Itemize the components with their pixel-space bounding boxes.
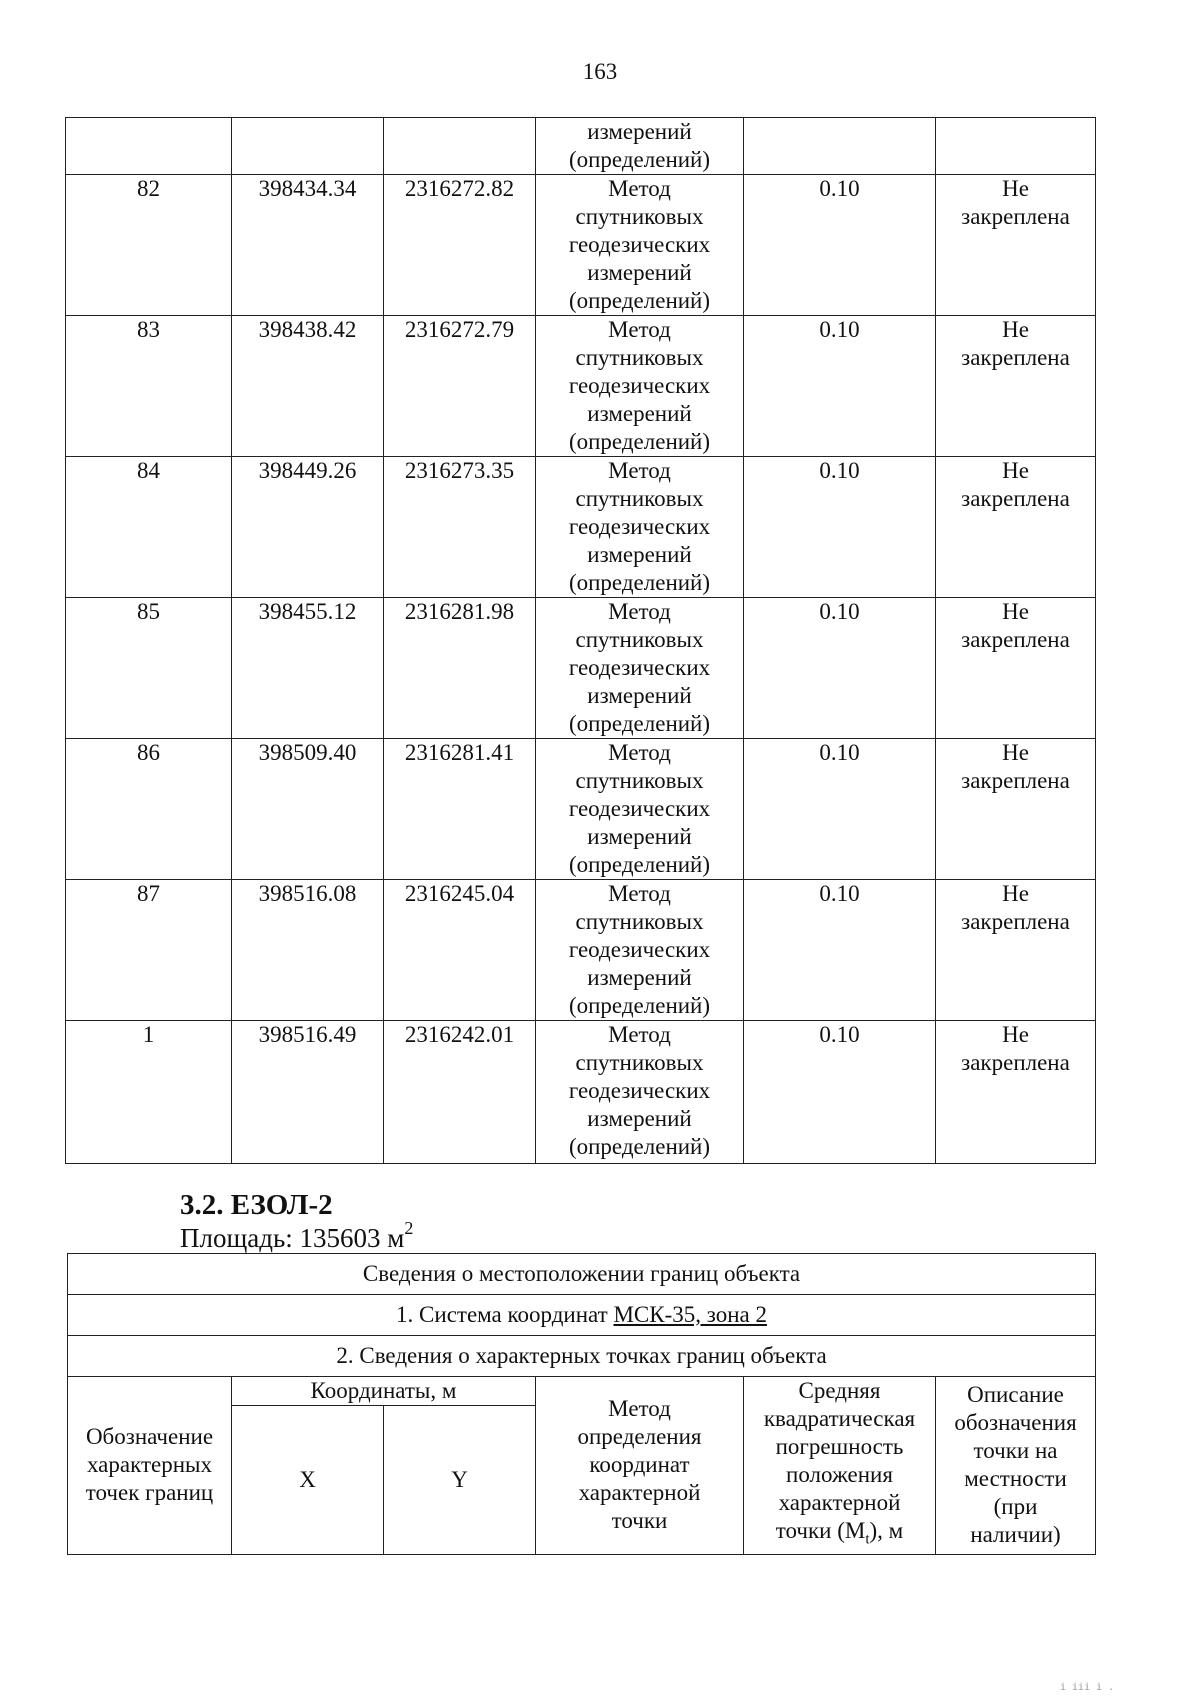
point-description: [936, 598, 1096, 739]
accuracy-value: 0.10: [744, 1021, 936, 1164]
coord-x: 398455.12: [232, 598, 384, 739]
method-line: спутниковых: [575, 1050, 704, 1075]
method-line: (определений): [568, 711, 711, 736]
point-description: [936, 739, 1096, 880]
scan-marks: i iii i .: [1060, 1682, 1115, 1693]
point-id: 85: [66, 598, 232, 739]
method-line: спутниковых: [575, 345, 704, 370]
description-line: закреплена: [961, 345, 1070, 370]
accuracy-value: 0.10: [744, 880, 936, 1021]
description-line: Не: [1002, 458, 1029, 483]
coord-x: 398509.40: [232, 739, 384, 880]
description-line: Не: [1002, 1022, 1029, 1047]
col-x: X: [232, 1405, 384, 1554]
point-id: 83: [66, 316, 232, 457]
accuracy-value: 0.10: [744, 598, 936, 739]
point-id: 86: [66, 739, 232, 880]
method-line: измерений: [587, 542, 692, 567]
point-id: 84: [66, 457, 232, 598]
boundary-header-table: [67, 1253, 1096, 1555]
table-title: Сведения о местоположении границ объекта: [68, 1254, 1096, 1295]
coord-y: 2316281.41: [384, 739, 536, 880]
points-caption-row: [68, 1336, 1096, 1377]
method-line: (определений): [568, 852, 711, 877]
method-line: измерений: [587, 965, 692, 990]
method-line: Метод: [608, 881, 671, 906]
method-line: геодезических: [568, 655, 711, 680]
coord-y: 2316245.04: [384, 880, 536, 1021]
method-cell: [536, 175, 744, 316]
method-line: измерений: [587, 119, 692, 144]
area-line: [180, 1218, 414, 1254]
coord-x: 398438.42: [232, 316, 384, 457]
point-id: 82: [66, 175, 232, 316]
method-line: Метод: [608, 317, 671, 342]
method-line: измерений: [587, 683, 692, 708]
method-line: Метод: [608, 599, 671, 624]
point-description: [936, 175, 1096, 316]
method-line: геодезических: [568, 796, 711, 821]
description-line: закреплена: [961, 204, 1070, 229]
col-method: Метод определения координат характерной точки: [536, 1377, 744, 1555]
description-line: закреплена: [961, 768, 1070, 793]
description-line: закреплена: [961, 909, 1070, 934]
description-line: Не: [1002, 881, 1029, 906]
method-line: спутниковых: [575, 486, 704, 511]
points-table: [65, 117, 1096, 1164]
table-row: [66, 316, 1096, 457]
col-description: Описание обозначения точки на местности (при наличии): [936, 1377, 1096, 1555]
coordinate-system: [68, 1295, 1096, 1336]
method-cell: [536, 316, 744, 457]
method-line: измерений: [587, 401, 692, 426]
col-coordinates: Координаты, м: [232, 1377, 536, 1406]
col-y: Y: [384, 1405, 536, 1554]
method-line: геодезических: [568, 514, 711, 539]
table-row: [66, 598, 1096, 739]
table-row: [66, 175, 1096, 316]
coord-x: 398449.26: [232, 457, 384, 598]
accuracy-value: 0.10: [744, 175, 936, 316]
table-row: [66, 739, 1096, 880]
coordinate-system-prefix: 1. Система координат: [396, 1302, 614, 1327]
method-line: Метод: [608, 740, 671, 765]
method-line: геодезических: [568, 232, 711, 257]
col-error: Средняя квадратическая погрешность положения характерной точки $(M_t)$, м: [744, 1377, 936, 1555]
method-line: Метод: [608, 1022, 671, 1047]
description-line: Не: [1002, 599, 1029, 624]
continued-row: [66, 118, 1096, 175]
method-line: (определений): [568, 993, 711, 1018]
method-line: спутниковых: [575, 768, 704, 793]
description-line: закреплена: [961, 486, 1070, 511]
method-line: геодезических: [568, 937, 711, 962]
method-line: измерений: [587, 260, 692, 285]
method-cell: [536, 457, 744, 598]
method-line: (определений): [568, 570, 711, 595]
system-row: [68, 1295, 1096, 1336]
coordinate-system-value: МСК-35, зона 2: [613, 1302, 767, 1327]
page-number: 163: [582, 59, 618, 84]
point-id: 1: [66, 1021, 232, 1164]
method-cell: [536, 739, 744, 880]
method-line: спутниковых: [575, 204, 704, 229]
description-line: закреплена: [961, 627, 1070, 652]
method-line: (определений): [568, 429, 711, 454]
method-cell: [536, 118, 744, 175]
method-cell: [536, 1021, 744, 1164]
method-line: (определений): [568, 1134, 711, 1159]
method-line: Метод: [608, 176, 671, 201]
coord-y: 2316272.82: [384, 175, 536, 316]
point-description: [936, 880, 1096, 1021]
point-description: [936, 1021, 1096, 1164]
accuracy-value: 0.10: [744, 739, 936, 880]
method-line: геодезических: [568, 1078, 711, 1103]
area-superscript: 2: [404, 1218, 414, 1238]
description-line: Не: [1002, 176, 1029, 201]
coord-y: 2316242.01: [384, 1021, 536, 1164]
method-line: спутниковых: [575, 909, 704, 934]
col-designation: Обозначение характерных точек границ: [68, 1377, 232, 1555]
coord-x: 398516.49: [232, 1021, 384, 1164]
coord-y: 2316281.98: [384, 598, 536, 739]
coord-y: 2316272.79: [384, 316, 536, 457]
coord-x: 398516.08: [232, 880, 384, 1021]
method-line: (определений): [568, 147, 711, 172]
table-row: [66, 457, 1096, 598]
description-line: закреплена: [961, 1050, 1070, 1075]
accuracy-value: 0.10: [744, 457, 936, 598]
section-heading: 3.2. ЕЗОЛ-2: [180, 1189, 333, 1221]
method-line: спутниковых: [575, 627, 704, 652]
column-header-row: [68, 1377, 1096, 1406]
method-line: измерений: [587, 1106, 692, 1131]
points-caption: 2. Сведения о характерных точках границ объекта: [68, 1336, 1096, 1377]
method-line: геодезических: [568, 373, 711, 398]
point-id: 87: [66, 880, 232, 1021]
method-cell: [536, 598, 744, 739]
point-description: [936, 457, 1096, 598]
method-line: измерений: [587, 824, 692, 849]
coord-x: 398434.34: [232, 175, 384, 316]
area-label: Площадь: 135603 м: [180, 1223, 405, 1253]
method-line: (определений): [568, 288, 711, 313]
table-row: [66, 1021, 1096, 1164]
title-row: [68, 1254, 1096, 1295]
description-line: Не: [1002, 740, 1029, 765]
table-row: [66, 880, 1096, 1021]
accuracy-value: 0.10: [744, 316, 936, 457]
method-line: Метод: [608, 458, 671, 483]
description-line: Не: [1002, 317, 1029, 342]
coord-y: 2316273.35: [384, 457, 536, 598]
point-description: [936, 316, 1096, 457]
method-cell: [536, 880, 744, 1021]
